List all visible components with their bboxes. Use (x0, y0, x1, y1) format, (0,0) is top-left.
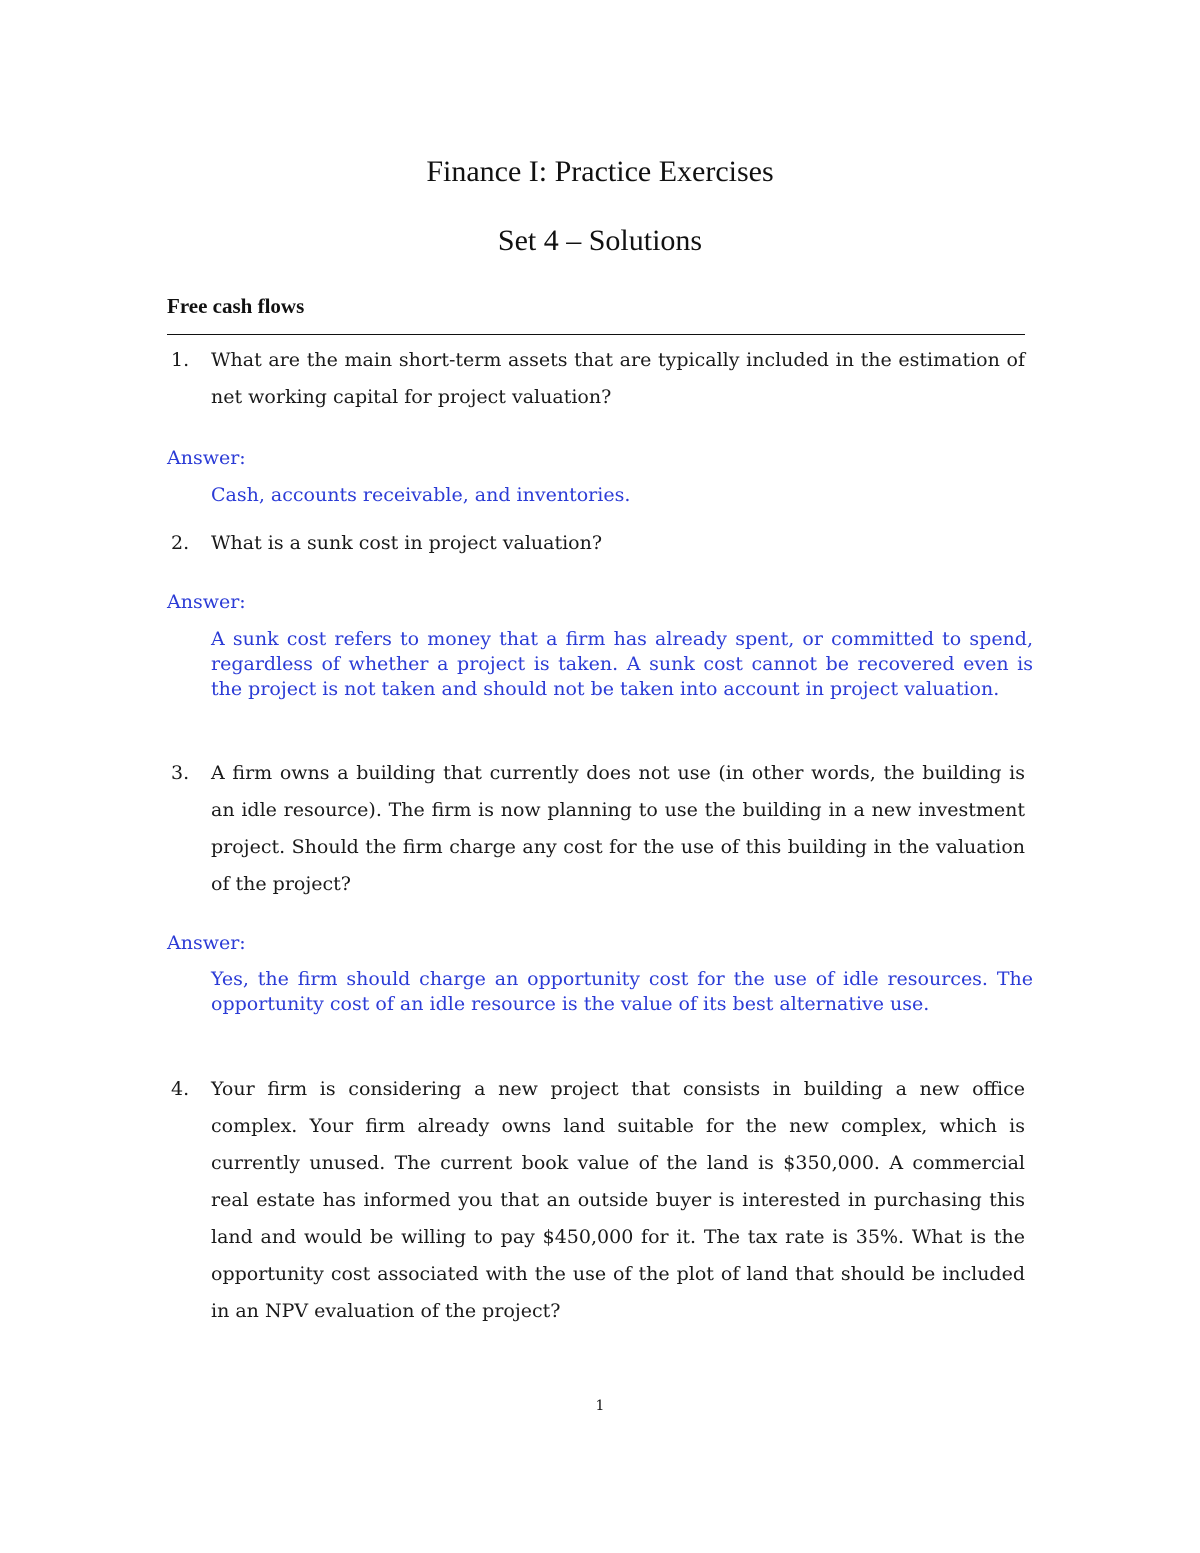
question-text: Your firm is considering a new project that consists in building a new office complex. Your firm already owns land suitable for the new complex, which is currently unused. The current book value of the land is $350,000. A commercial real estate has informed you that an outside buyer is interested in purchasing this land and would be willing to pay $450,000 for it. The tax rate is 35%. What is the opportunity cost associated with the use of the plot of land that should be included in an NPV evaluation of the project? (211, 1078, 1025, 1322)
answer-label: Answer: (167, 447, 246, 469)
question-number: 2. (171, 532, 190, 554)
section-heading: Free cash flows (167, 294, 305, 318)
answer-text: Yes, the firm should charge an opportunity cost for the use of idle resources. The opportunity cost of an idle resource is the value of its best alternative use. (211, 968, 1033, 1015)
question-text: What are the main short-term assets that are typically included in the estimation of net working capital for project valuation? (211, 349, 1025, 408)
document-title: Finance I: Practice Exercises (426, 155, 774, 188)
answer-label: Answer: (167, 932, 246, 954)
answer-text: Cash, accounts receivable, and inventories. (211, 484, 631, 506)
question-number: 3. (171, 762, 190, 784)
answer-text: A sunk cost refers to money that a firm has already spent, or committed to spend, regardless of whether a project is taken. A sunk cost cannot be recovered even is the project is not taken and should not be taken into account in project valuation. (211, 628, 1033, 700)
question-number: 1. (171, 349, 190, 371)
answer-label: Answer: (167, 591, 246, 613)
question-text: A firm owns a building that currently does not use (in other words, the building is an idle resource). The firm is now planning to use the building in a new investment project. Should the firm charge any cost for the use of this building in the valuation of the project? (211, 762, 1025, 895)
document-subtitle: Set 4 – Solutions (497, 224, 703, 257)
question-number: 4. (171, 1078, 190, 1100)
question-text: What is a sunk cost in project valuation? (211, 532, 603, 554)
section-divider (167, 334, 1025, 335)
page-number: 1 (595, 1398, 605, 1414)
